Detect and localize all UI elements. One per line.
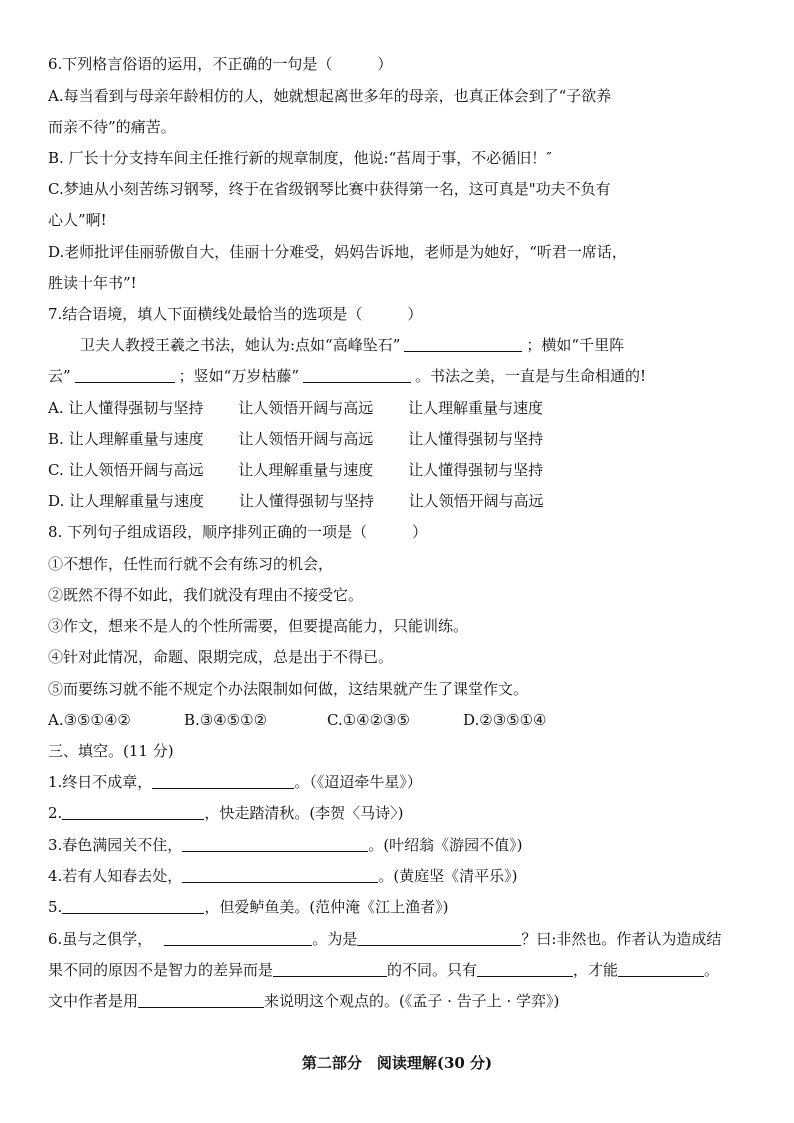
fill-4 [48,866,518,886]
q7-option-b [48,429,543,449]
fill-5 [48,897,449,917]
q7-passage-text: 。书法之美，一直是与生命相通的! [415,367,647,385]
q7-passage-text: ；横如“千里阵 [526,336,625,354]
q7-passage-line1 [80,335,624,355]
q6-option-d-line1: D.老师批评佳丽骄傲自大，佳丽十分难受，妈妈告诉地，老师是为她好，“听君一席话， [48,243,627,261]
q7-stem: 7.结合语境，填人下面横线处最恰当的选项是（ ） [48,305,423,323]
fill-1 [48,772,422,792]
fill-2 [48,803,404,823]
fill-6-blank-2[interactable] [357,930,521,946]
fill-text: 文中作者是用 [48,992,139,1010]
q7-option-label: C. [48,461,64,479]
fill-text: 果不同的原因不是智力的差异而是 [48,961,274,979]
fill-text: 5. [48,898,63,916]
q8-sentence-3: ③作文，想来不是人的个性所需要，但要提高能力，只能训练。 [48,617,469,635]
part2-title: 第二部分 阅读理解(30 分) [301,1054,493,1072]
fill-4-blank[interactable] [182,867,378,883]
q6-option-a-line1: A.每当看到与母亲年龄相仿的人，她就想起离世多年的母亲，也真正体会到了“子欲养 [48,87,612,105]
q7-option-c [48,460,543,480]
q7-option-label: A. [48,399,64,417]
q8-sentence-5: ⑤而要练习就不能不规定个办法限制如何做，这结果就产生了课堂作文。 [48,680,529,698]
q7-option-item: 让人领悟开阔与高远 [238,399,374,417]
q7-option-item: 让人理解重量与速度 [68,430,204,448]
q7-option-item: 让人领悟开阔与高远 [408,492,544,510]
fill-3 [48,835,523,855]
q7-option-item: 让人懂得强韧与坚持 [408,430,544,448]
q7-option-item: 让人理解重量与速度 [238,461,374,479]
fill-3-blank[interactable] [182,836,368,852]
q8-option-b: B.③④⑤①② [184,711,268,729]
fill-text: 的不同。只有 [387,961,478,979]
q7-passage-text: 卫夫人教授王羲之书法，她认为:点如“高峰坠石” [80,336,401,354]
fill-text: 2. [48,804,63,822]
q7-option-label: B. [48,430,64,448]
fill-6-blank-4[interactable] [477,961,573,977]
q8-option-a: A.③⑤①④② [48,711,131,729]
q7-option-item: 让人理解重量与速度 [407,399,543,417]
q7-option-item: 让人领悟开阔与高远 [68,461,204,479]
fill-6-blank-1[interactable] [164,930,312,946]
fill-text: 1.终日不成章， [48,773,153,791]
q7-option-item: 让人懂得强韧与坚持 [408,461,544,479]
fill-text: ，但爱鲈鱼美。(范仲淹《江上渔者》) [204,898,449,916]
q8-stem: 8. 下列句子组成语段，顺序排列正确的一项是（ ） [48,523,428,541]
fill-text: 。为是 [312,930,358,948]
fill-text: ，快走踏清秋。(李贺〈马诗〉) [204,804,404,822]
fill-text: 。(叶绍翁《游园不值》) [368,836,523,854]
fill-text: 。（《迢迢牵牛星》） [294,773,422,791]
q6-option-c-line1: C.梦迪从小刻苦练习钢琴，终于在省级钢琴比赛中获得第一名，这可真是"功夫不负有 [48,180,611,198]
fill-6-line3 [48,991,559,1011]
q7-option-item: 让人理解重量与速度 [69,492,205,510]
q7-passage-text: 云” [48,367,71,385]
fill-text: 。 [704,961,720,979]
q8-option-d: D.②③⑤①④ [463,711,547,729]
fill-6-line1 [48,929,721,949]
q7-passage-text: ；竖如“万岁枯藤” [178,367,300,385]
q7-passage-line2 [48,366,646,386]
q6-option-d-line2: 胜读十年书”! [48,274,137,292]
q7-option-a [48,398,543,418]
q7-option-item: 让人懂得强韧与坚持 [238,492,374,510]
q7-option-label: D. [48,492,65,510]
fill-text: 。(黄庭坚《清平乐》) [378,867,518,885]
q8-sentence-1: ①不想作，任性而行就不会有练习的机会， [48,555,334,573]
q6-option-c-line2: 心人”啊! [48,211,107,229]
fill-6-blank-5[interactable] [618,961,704,977]
q7-blank-1[interactable] [404,336,522,352]
q7-option-item: 让人领悟开阔与高远 [238,430,374,448]
fill-text: 6.虽与之俱学， [48,930,153,948]
q7-option-item: 让人懂得强韧与坚持 [68,399,204,417]
q6-option-a-line2: 而亲不待”的痛苦。 [48,118,176,136]
fill-6-blank-6[interactable] [138,992,264,1008]
fill-6-blank-3[interactable] [273,961,387,977]
fill-1-blank[interactable] [152,773,294,789]
q8-options [48,710,547,730]
section3-heading: 三、填空。(11 分) [48,742,174,760]
q7-blank-3[interactable] [303,367,411,383]
fill-5-blank[interactable] [62,898,204,914]
fill-text: ，才能 [573,961,619,979]
fill-text: 来说明这个观点的。(《孟子 · 告子上 · 学弈》) [264,992,560,1010]
fill-6-line2 [48,960,719,980]
fill-text: 4.若有人知春去处， [48,867,183,885]
fill-text: 3.春色满园关不住， [48,836,183,854]
q6-stem: 6.下列格言俗语的运用，不正确的一句是（ ） [48,55,393,73]
q8-sentence-4: ④针对此情况，命题、限期完成，总是出于不得已。 [48,648,394,666]
q8-sentence-2: ②既然不得不如此，我们就没有理由不接受它。 [48,586,364,604]
fill-2-blank[interactable] [62,804,204,820]
q7-option-d [48,491,544,511]
fill-text: ？曰:非然也。作者认为造成结 [521,930,722,948]
q7-blank-2[interactable] [75,367,175,383]
q6-option-b: B. 厂长十分支持车间主任推行新的规章制度，他说:“萏周于事，不必循旧！″ [48,149,552,167]
q8-option-c: C.①④②③⑤ [327,711,410,729]
